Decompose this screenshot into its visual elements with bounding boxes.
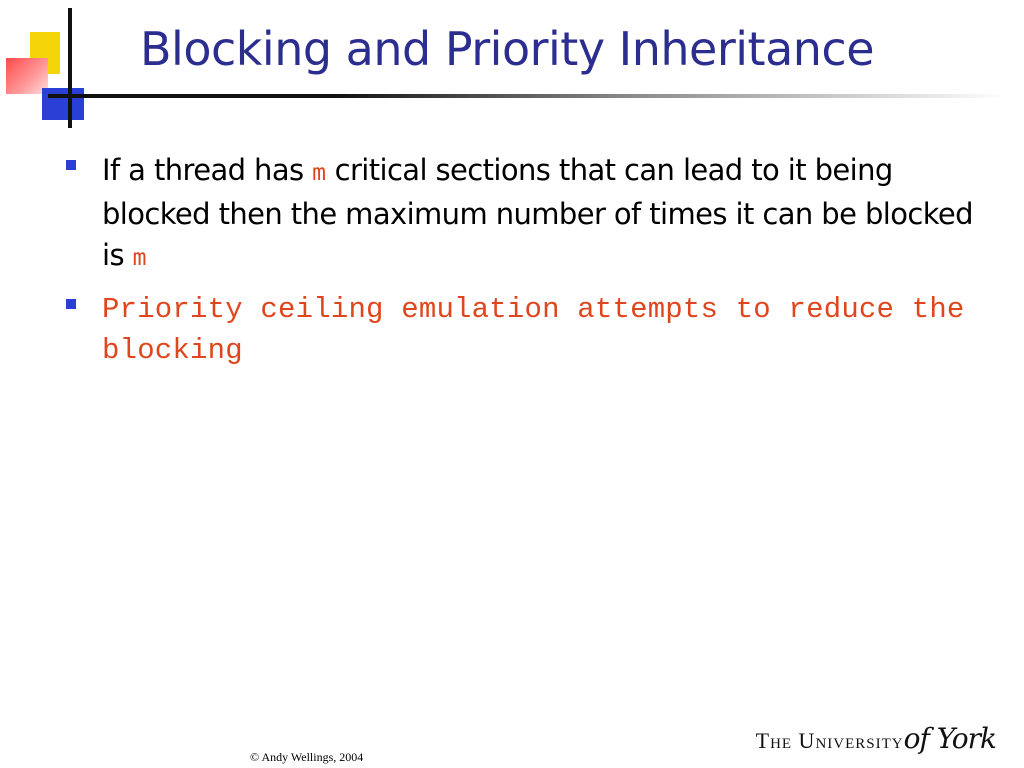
logo-text: The University [755, 728, 904, 753]
vertical-rule-decoration [68, 8, 72, 128]
bullet-1-part-2: critical sections that can lead to it being blocked then the maximum number of times it can be blocked is [102, 153, 973, 272]
copyright-notice: © Andy Wellings, 2004 [250, 750, 364, 764]
bullet-list [62, 150, 982, 381]
university-logo [756, 722, 996, 755]
bullet-text-2: Priority ceiling emulation attempts to reduce the blocking [102, 293, 965, 367]
corner-decoration [0, 0, 100, 130]
bullet-item-2 [62, 289, 982, 371]
logo-script-text: of York [903, 722, 996, 755]
bullet-1-code-m-end: m [132, 245, 147, 271]
square-bullet-icon [66, 160, 76, 170]
bullet-1-part-1: If a thread has [102, 153, 313, 187]
blue-square-decoration [42, 88, 84, 120]
title-underline [48, 94, 1008, 98]
bullet-1-code-m: m [312, 160, 326, 186]
bullet-text-1 [102, 150, 982, 279]
square-bullet-icon [66, 299, 76, 309]
slide-title: Blocking and Priority Inheritance [140, 22, 875, 76]
bullet-item-1 [62, 150, 982, 279]
